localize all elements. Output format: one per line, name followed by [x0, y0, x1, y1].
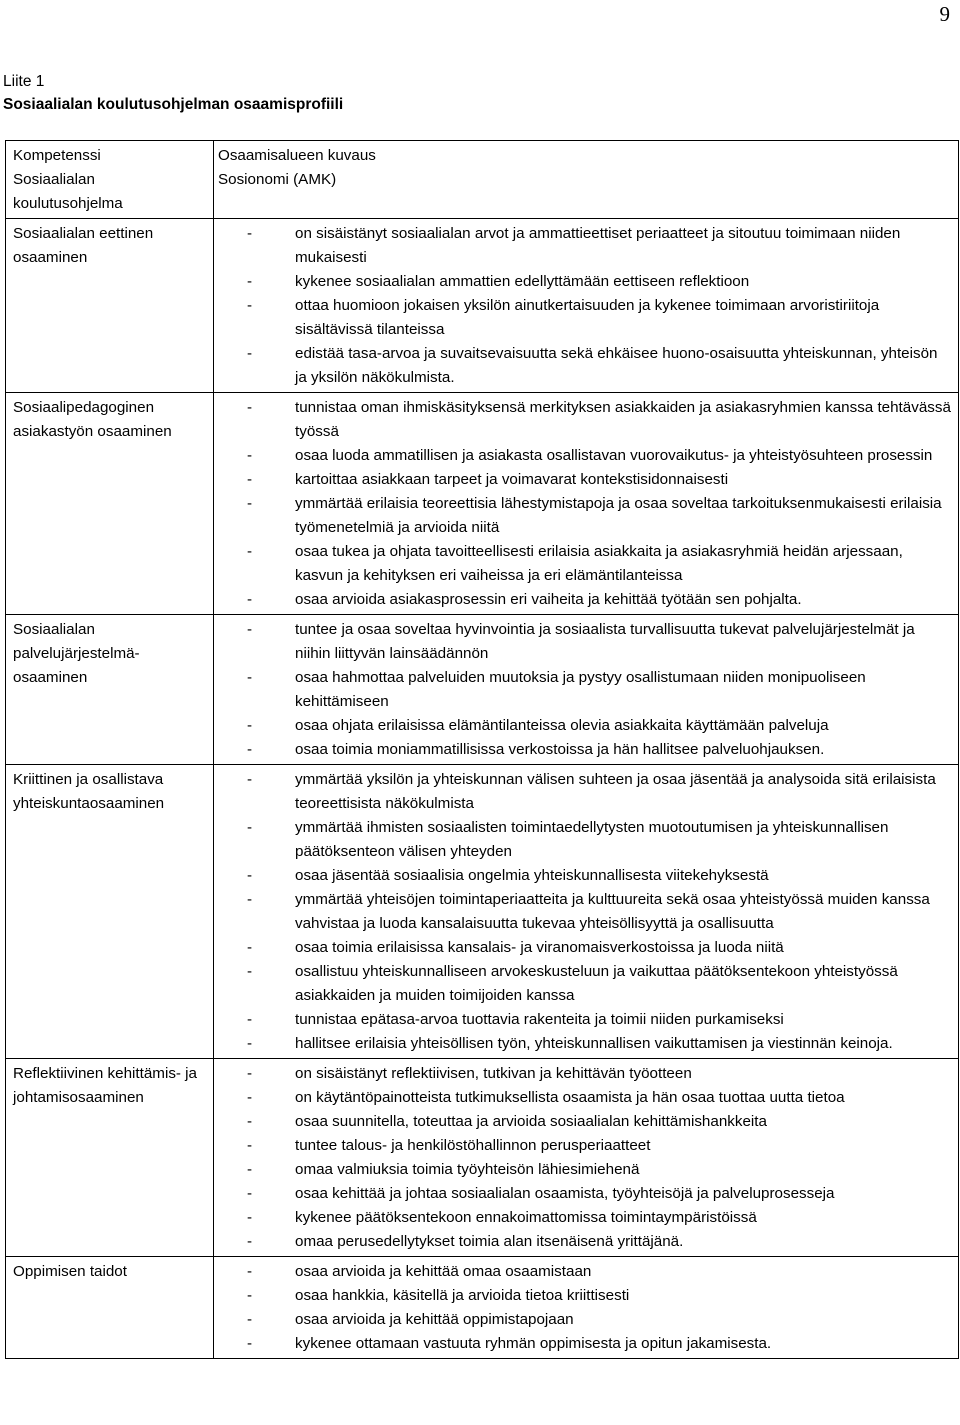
competence-item-list [218, 1062, 952, 1254]
list-item: - on sisäistänyt sosiaalialan arvot ja ammattieettiset periaatteet ja sitoutuu toimimaan niiden mukaisesti [218, 222, 952, 270]
competence-name: Sosiaalialan palvelujärjestelmä-osaaminen [13, 621, 140, 686]
list-item: - ymmärtää ihmisten sosiaalisten toimintaedellytysten muotoutumisen ja yhteiskunnallisen päätöksenteon välisen yhteyden [218, 816, 952, 864]
list-item: - omaa perusedellytykset toimia alan itsenäisenä yrittäjänä. [218, 1230, 952, 1254]
description-cell [214, 1257, 959, 1359]
table-row [6, 1059, 959, 1257]
header-description-label: Osaamisalueen kuvaus [218, 147, 376, 164]
list-item: - ymmärtää yhteisöjen toimintaperiaatteita ja kulttuureita sekä osaa yhteistyössä muiden kanssa vahvistaa ja luoda kansalaisuutta tukevaa yhteisöllisyyttä ja osallisuutta [218, 888, 952, 936]
list-item: - ymmärtää erilaisia teoreettisia lähestymistapoja ja osaa soveltaa tarkoituksenmukaisesti erilaisia työmenetelmiä ja arvioida niitä [218, 492, 952, 540]
competence-item-list [218, 618, 952, 762]
list-item: - osaa tukea ja ohjata tavoitteellisesti erilaisia asiakkaita ja asiakasryhmiä heidän arjessaan, kasvun ja kehityksen eri vaiheissa ja eri elämäntilanteissa [218, 540, 952, 588]
list-item: - osaa suunnitella, toteuttaa ja arvioida sosiaalialan kehittämishankkeita [218, 1110, 952, 1134]
list-item: - kykenee päätöksentekoon ennakoimattomissa toimintaympäristöissä [218, 1206, 952, 1230]
list-item: - ottaa huomioon jokaisen yksilön ainutkertaisuuden ja kykenee toimimaan arvoristiriitoja sisältävissä tilanteissa [218, 294, 952, 342]
header-spacer [218, 192, 952, 216]
header-programme-label: Sosiaalialan koulutusohjelma [13, 171, 123, 212]
list-item: - on sisäistänyt reflektiivisen, tutkivan ja kehittävän työotteen [218, 1062, 952, 1086]
list-item: - tuntee ja osaa soveltaa hyvinvointia ja sosiaalista turvallisuutta tukevat palvelujärjestelmät ja niihin liittyvän lainsäädännön [218, 618, 952, 666]
list-item: - omaa valmiuksia toimia työyhteisön lähiesimiehenä [218, 1158, 952, 1182]
table-row [6, 765, 959, 1059]
header-cell-competence [6, 141, 214, 219]
competence-name: Oppimisen taidot [13, 1263, 127, 1280]
list-item: - on käytäntöpainotteista tutkimuksellista osaamista ja hän osaa tuottaa uutta tietoa [218, 1086, 952, 1110]
list-item: - tunnistaa epätasa-arvoa tuottavia rakenteita ja toimii niiden purkamiseksi [218, 1008, 952, 1032]
list-item: - osaa arvioida ja kehittää oppimistapojaan [218, 1308, 952, 1332]
competence-cell [6, 615, 214, 765]
competence-item-list [218, 768, 952, 1056]
list-item: - osaa arvioida ja kehittää omaa osaamistaan [218, 1260, 952, 1284]
competence-item-list [218, 396, 952, 612]
list-item: - osaa luoda ammatillisen ja asiakasta osallistavan vuorovaikutus- ja yhteistyösuhteen prosessin [218, 444, 952, 468]
list-item: - osaa arvioida asiakasprosessin eri vaiheita ja kehittää työtään sen pohjalta. [218, 588, 952, 612]
list-item: - osaa hankkia, käsitellä ja arvioida tietoa kriittisesti [218, 1284, 952, 1308]
list-item: - tuntee talous- ja henkilöstöhallinnon perusperiaatteet [218, 1134, 952, 1158]
list-item: - osallistuu yhteiskunnalliseen arvokeskusteluun ja vaikuttaa päätöksentekoon yhteistyössä asiakkaiden ja muiden toimijoiden kanssa [218, 960, 952, 1008]
competence-item-list [218, 222, 952, 390]
list-item: - kykenee ottamaan vastuuta ryhmän oppimisesta ja opitun jakamisesta. [218, 1332, 952, 1356]
competence-name: Sosiaalipedagoginen asiakastyön osaaminen [13, 399, 172, 440]
list-item: - hallitsee erilaisia yhteisöllisen työn, yhteiskunnallisen vaikuttamisen ja viestinnän keinoja. [218, 1032, 952, 1056]
document-title: Sosiaalialan koulutusohjelman osaamisprofiili [3, 96, 344, 113]
document-heading [3, 70, 343, 116]
description-cell [214, 393, 959, 615]
list-item: - edistää tasa-arvoa ja suvaitsevaisuutta sekä ehkäisee huono-osaisuutta yhteiskunnan, yhteisön ja yksilön näkökulmista. [218, 342, 952, 390]
list-item: - ymmärtää yksilön ja yhteiskunnan välisen suhteen ja osaa jäsentää ja analysoida sitä erilaisista teoreettisista näkökulmista [218, 768, 952, 816]
list-item: - osaa jäsentää sosiaalisia ongelmia yhteiskunnallisesta viitekehyksestä [218, 864, 952, 888]
list-item: - kartoittaa asiakkaan tarpeet ja voimavarat kontekstisidonnaisesti [218, 468, 952, 492]
competence-cell [6, 219, 214, 393]
competence-cell [6, 1059, 214, 1257]
competence-cell [6, 765, 214, 1059]
table-row [6, 219, 959, 393]
list-item: - osaa ohjata erilaisissa elämäntilanteissa olevia asiakkaita käyttämään palveluja [218, 714, 952, 738]
appendix-label: Liite 1 [3, 73, 45, 90]
description-cell [214, 615, 959, 765]
competence-name: Kriittinen ja osallistava yhteiskuntaosaaminen [13, 771, 165, 812]
list-item: - osaa toimia moniammatillisissa verkostoissa ja hän hallitsee palveluohjauksen. [218, 738, 952, 762]
table-body [6, 141, 959, 1359]
header-cell-description [214, 141, 959, 219]
list-item: - kykenee sosiaalialan ammattien edellyttämään eettiseen reflektioon [218, 270, 952, 294]
header-degree-label: Sosionomi (AMK) [218, 171, 337, 188]
table-row [6, 615, 959, 765]
header-competence-label: Kompetenssi [13, 147, 101, 164]
table-row [6, 1257, 959, 1359]
competence-cell [6, 393, 214, 615]
list-item: - osaa hahmottaa palveluiden muutoksia ja pystyy osallistumaan niiden monipuoliseen kehittämiseen [218, 666, 952, 714]
list-item: - osaa kehittää ja johtaa sosiaalialan osaamista, työyhteisöjä ja palveluprosesseja [218, 1182, 952, 1206]
description-cell [214, 765, 959, 1059]
list-item: - osaa toimia erilaisissa kansalais- ja viranomaisverkostoissa ja luoda niitä [218, 936, 952, 960]
description-cell [214, 1059, 959, 1257]
table-row [6, 393, 959, 615]
competence-name: Reflektiivinen kehittämis- ja johtamisosaaminen [13, 1065, 198, 1106]
competence-item-list [218, 1260, 952, 1356]
page-number: 9 [939, 2, 950, 26]
table-header-row [6, 141, 959, 219]
description-cell [214, 219, 959, 393]
competence-profile-table [5, 140, 959, 1359]
list-item: - tunnistaa oman ihmiskäsityksensä merkityksen asiakkaiden ja asiakasryhmien kanssa tehtävässä työssä [218, 396, 952, 444]
competence-name: Sosiaalialan eettinen osaaminen [13, 225, 154, 266]
competence-cell [6, 1257, 214, 1359]
